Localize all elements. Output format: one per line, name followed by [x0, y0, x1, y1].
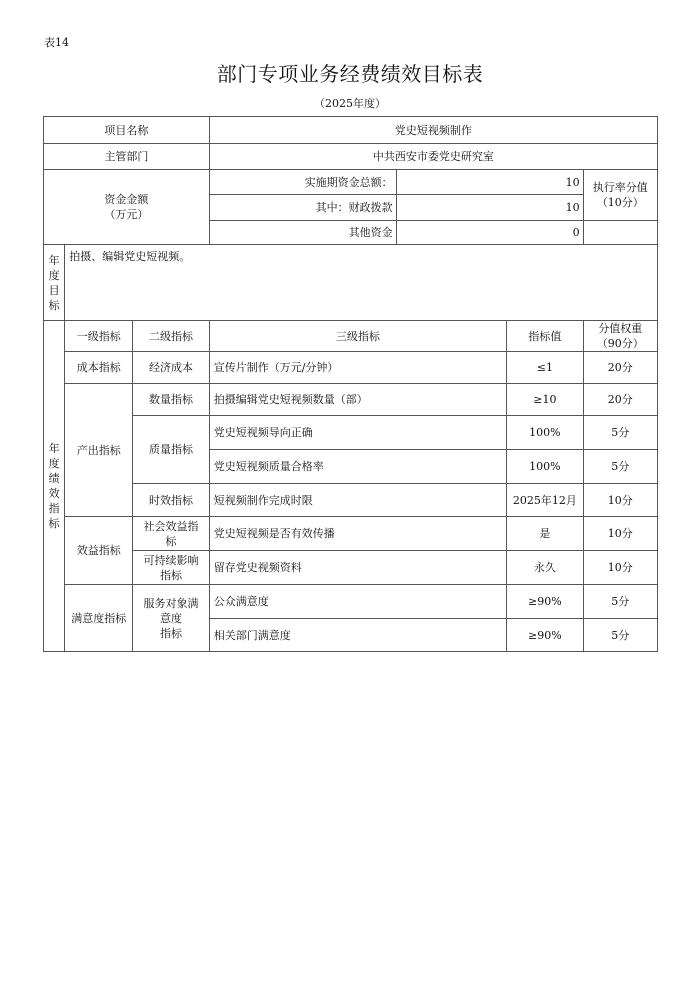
- funds-total-label: 实施期资金总额：: [209, 170, 396, 195]
- social-value: 是: [507, 517, 583, 551]
- cost-weight: 20分: [583, 352, 657, 384]
- department-value: 中共西安市委党史研究室: [209, 144, 657, 170]
- cost-l1: 成本指标: [65, 352, 133, 384]
- satisfaction-l2: 服务对象满 意度 指标: [133, 585, 210, 652]
- quality-l2: 质量指标: [133, 416, 210, 484]
- public-l3: 公众满意度: [209, 585, 506, 619]
- header-level1: 一级指标: [65, 321, 133, 352]
- year-subtitle: （2025年度）: [314, 97, 386, 110]
- sustain-l3: 留存党史视频资料: [209, 551, 506, 585]
- table-row: [44, 585, 658, 619]
- performance-goal-table: [43, 116, 658, 652]
- project-name-value: 党史短视频制作: [209, 117, 657, 144]
- department-label: 主管部门: [44, 144, 210, 170]
- social-l3: 党史短视频是否有效传播: [209, 517, 506, 551]
- cost-l3: 宣传片制作（万元/分钟）: [209, 352, 506, 384]
- table-row: [44, 551, 658, 585]
- sustain-value: 永久: [507, 551, 583, 585]
- benefit-l1: 效益指标: [65, 517, 133, 585]
- perf-header-row: [44, 321, 658, 352]
- annual-goal-label: 年 度 目 标: [44, 245, 65, 321]
- quality1-weight: 5分: [583, 416, 657, 450]
- quantity-l3: 拍摄编辑党史短视频数量（部）: [209, 384, 506, 416]
- exec-rate-value: [583, 221, 657, 245]
- quantity-value: ≥10: [507, 384, 583, 416]
- sustain-weight: 10分: [583, 551, 657, 585]
- funds-other-label: 其他资金: [209, 221, 396, 245]
- header-weight: 分值权重 （90分）: [583, 321, 657, 352]
- time-weight: 10分: [583, 484, 657, 517]
- table-row: [44, 517, 658, 551]
- quality1-l3: 党史短视频导向正确: [209, 416, 506, 450]
- quality1-value: 100%: [507, 416, 583, 450]
- header-value: 指标值: [507, 321, 583, 352]
- header-level2: 二级指标: [133, 321, 210, 352]
- social-l2: 社会效益指 标: [133, 517, 210, 551]
- quantity-l2: 数量指标: [133, 384, 210, 416]
- sustain-l2: 可持续影响 指标: [133, 551, 210, 585]
- funds-label: 资金金额 （万元）: [44, 170, 210, 245]
- funds-fiscal-label: 其中：财政拨款: [209, 195, 396, 221]
- funds-total-row: [44, 170, 658, 195]
- exec-rate-label: 执行率分值 （10分）: [583, 170, 657, 221]
- time-l2: 时效指标: [133, 484, 210, 517]
- department-row: [44, 144, 658, 170]
- page-title: 部门专项业务经费绩效目标表: [216, 62, 484, 86]
- table-row: [44, 384, 658, 416]
- dept-weight: 5分: [583, 619, 657, 652]
- satisfaction-l1: 满意度指标: [65, 585, 133, 652]
- table-row: [44, 416, 658, 450]
- quality2-value: 100%: [507, 450, 583, 484]
- funds-fiscal-value: 10: [396, 195, 583, 221]
- public-weight: 5分: [583, 585, 657, 619]
- annual-goal-row: [44, 245, 658, 321]
- project-name-label: 项目名称: [44, 117, 210, 144]
- quantity-weight: 20分: [583, 384, 657, 416]
- social-weight: 10分: [583, 517, 657, 551]
- cost-l2: 经济成本: [133, 352, 210, 384]
- funds-other-value: 0: [396, 221, 583, 245]
- time-value: 2025年12月: [507, 484, 583, 517]
- table-row: [44, 484, 658, 517]
- cost-value: ≤1: [507, 352, 583, 384]
- quality2-weight: 5分: [583, 450, 657, 484]
- header-level3: 三级指标: [209, 321, 506, 352]
- table-number: 表14: [44, 36, 69, 49]
- table-row: [44, 352, 658, 384]
- funds-total-value: 10: [396, 170, 583, 195]
- annual-goal-value: 拍摄、编辑党史短视频。: [65, 245, 658, 321]
- dept-l3: 相关部门满意度: [209, 619, 506, 652]
- dept-value: ≥90%: [507, 619, 583, 652]
- public-value: ≥90%: [507, 585, 583, 619]
- perf-label: 年 度 绩 效 指 标: [44, 321, 65, 652]
- project-name-row: [44, 117, 658, 144]
- output-l1: 产出指标: [65, 384, 133, 517]
- quality2-l3: 党史短视频质量合格率: [209, 450, 506, 484]
- time-l3: 短视频制作完成时限: [209, 484, 506, 517]
